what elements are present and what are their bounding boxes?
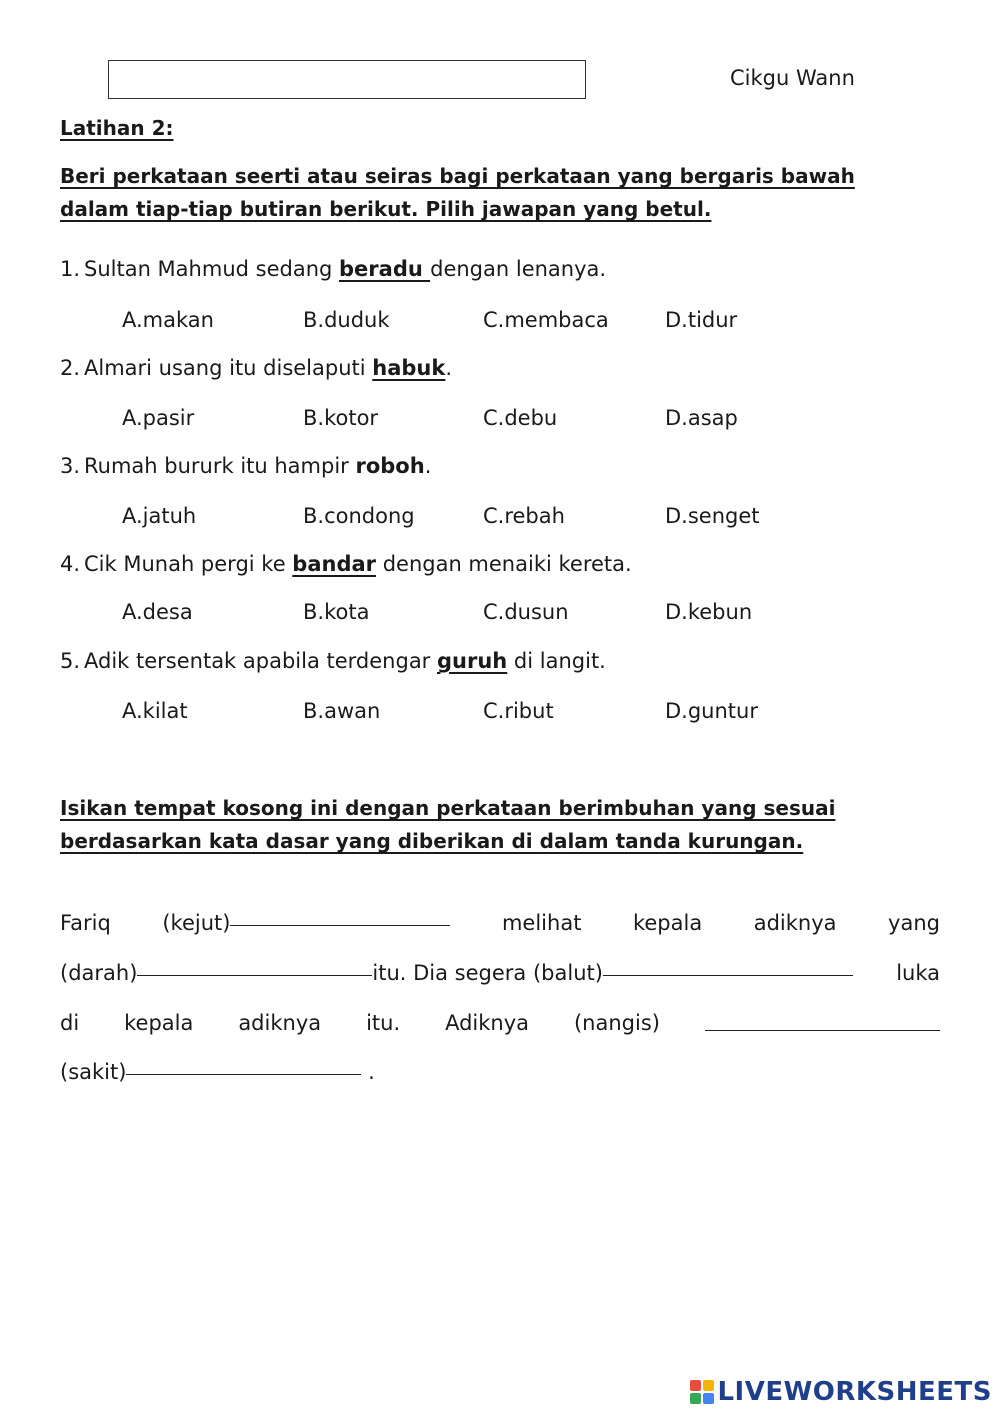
question-4 [60, 552, 632, 576]
passage-word: (kejut) [162, 911, 231, 935]
passage-word: . [361, 1060, 375, 1084]
question-number: 2. [60, 356, 81, 380]
passage-word: yang [888, 911, 940, 935]
section1-instruction: Beri perkataan seerti atau seiras bagi perkataan yang bergaris bawah dalam tiap-tiap butiran berikut. Pilih jawapan yang betul. [60, 164, 855, 221]
option-3c[interactable]: C.rebah [483, 504, 565, 528]
logo-square [690, 1393, 701, 1404]
passage-line-1 [60, 905, 940, 935]
option-3b[interactable]: B.condong [303, 504, 415, 528]
question-text-after: . [424, 454, 432, 478]
question-number: 4. [60, 552, 81, 576]
teacher-name: Cikgu Wann [730, 66, 855, 90]
option-4b[interactable]: B.kota [303, 600, 370, 624]
option-2a[interactable]: A.pasir [122, 406, 195, 430]
question-text-before: Rumah bururk itu hampir [84, 454, 356, 478]
logo-text: LIVEWORKSHEETS [717, 1377, 992, 1407]
question-number: 3. [60, 454, 81, 478]
option-4c[interactable]: C.dusun [483, 600, 569, 624]
option-2b[interactable]: B.kotor [303, 406, 379, 430]
option-4a[interactable]: A.desa [122, 600, 193, 624]
liveworksheets-logo [690, 1377, 992, 1407]
option-5d[interactable]: D.guntur [665, 699, 758, 723]
blank-kejut[interactable] [230, 903, 450, 926]
passage-word: (darah) [60, 961, 138, 985]
keyword: bandar [292, 552, 377, 576]
question-text-after: dengan lenanya. [430, 257, 607, 281]
logo-square [690, 1380, 701, 1391]
question-text-after: dengan menaiki kereta. [376, 552, 632, 576]
passage-word: kepala [632, 911, 703, 935]
passage-word: Fariq [60, 911, 111, 935]
passage-word: adiknya [753, 911, 837, 935]
passage-word: melihat [501, 911, 582, 935]
passage-word: Adiknya [445, 1011, 530, 1035]
question-text-after: . [445, 356, 453, 380]
option-2c[interactable]: C.debu [483, 406, 558, 430]
option-3a[interactable]: A.jatuh [122, 504, 197, 528]
question-text-before: Cik Munah pergi ke [84, 552, 293, 576]
exercise-heading: Latihan 2: [60, 116, 174, 140]
passage-word: adiknya [238, 1011, 322, 1035]
logo-square [703, 1380, 714, 1391]
question-text-before: Sultan Mahmud sedang [84, 257, 340, 281]
logo-square [703, 1393, 714, 1404]
option-1d[interactable]: D.tidur [665, 308, 738, 332]
passage-word: (sakit) [60, 1060, 127, 1084]
keyword: guruh [437, 649, 508, 673]
option-5b[interactable]: B.awan [303, 699, 381, 723]
passage-word: di [60, 1011, 80, 1035]
passage-word: (nangis) [573, 1011, 660, 1035]
keyword: habuk [372, 356, 446, 380]
keyword: beradu [339, 257, 431, 281]
passage-word: itu. Dia segera (balut) [372, 961, 603, 985]
question-number: 1. [60, 257, 81, 281]
passage-word: luka [896, 961, 940, 985]
blank-balut[interactable] [603, 953, 853, 976]
blank-darah[interactable] [137, 953, 372, 976]
passage-line-3 [60, 1005, 940, 1035]
question-number: 5. [60, 649, 81, 673]
section2-instruction: Isikan tempat kosong ini dengan perkataan berimbuhan yang sesuai berdasarkan kata dasar yang diberikan di dalam tanda kurungan. [60, 796, 836, 853]
option-5a[interactable]: A.kilat [122, 699, 188, 723]
question-text-before: Adik tersentak apabila terdengar [84, 649, 437, 673]
option-1b[interactable]: B.duduk [303, 308, 390, 332]
keyword: roboh [355, 454, 425, 478]
question-1 [60, 257, 606, 281]
option-5c[interactable]: C.ribut [483, 699, 554, 723]
question-5 [60, 649, 606, 673]
option-2d[interactable]: D.asap [665, 406, 738, 430]
passage-line-2 [60, 955, 940, 985]
question-3 [60, 454, 431, 478]
question-2 [60, 356, 452, 380]
passage-word: kepala [124, 1011, 194, 1035]
question-text-before: Almari usang itu diselaputi [84, 356, 373, 380]
logo-mark-icon [690, 1380, 714, 1404]
name-input-box[interactable] [108, 60, 586, 99]
blank-sakit[interactable] [126, 1052, 361, 1075]
option-3d[interactable]: D.senget [665, 504, 760, 528]
question-text-after: di langit. [507, 649, 606, 673]
passage-word: itu. [366, 1011, 401, 1035]
blank-nangis[interactable] [705, 1008, 940, 1031]
option-4d[interactable]: D.kebun [665, 600, 753, 624]
option-1c[interactable]: C.membaca [483, 308, 609, 332]
passage-line-4 [60, 1054, 940, 1084]
option-1a[interactable]: A.makan [122, 308, 214, 332]
